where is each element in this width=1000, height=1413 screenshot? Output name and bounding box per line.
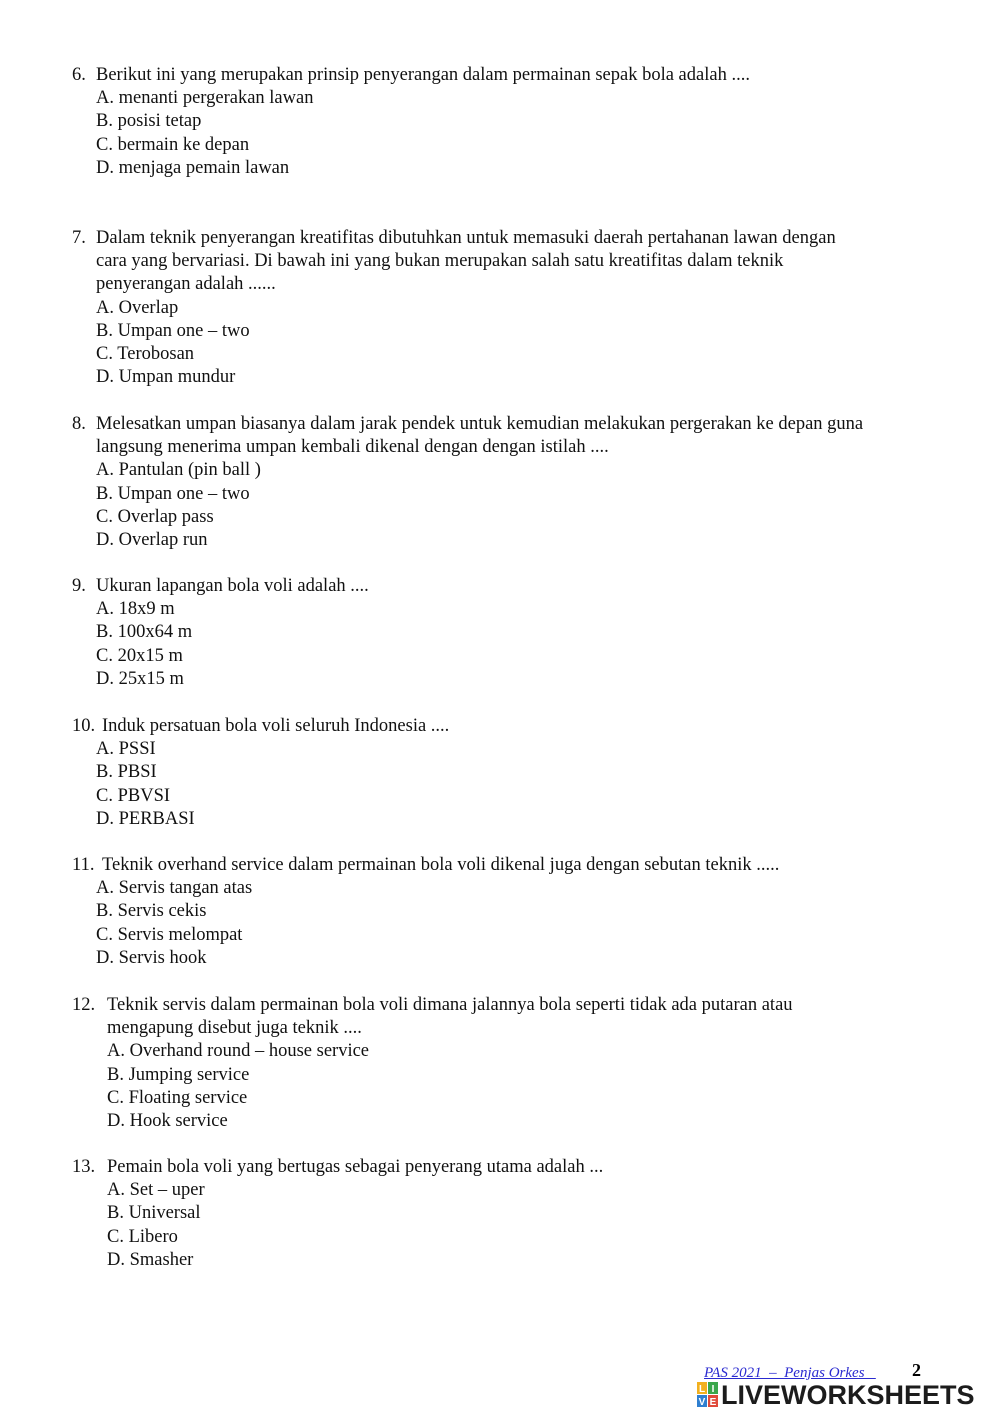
question-8	[72, 413, 942, 552]
question-9	[72, 575, 942, 691]
svg-text:E: E	[709, 1397, 717, 1408]
option-c: C. Floating service	[107, 1087, 248, 1108]
question-number: 12.	[72, 995, 96, 1015]
question-text: Dalam teknik penyerangan kreatifitas dibutuhkan untuk memasuki daerah pertahanan lawan dengan	[96, 228, 836, 248]
option-b: B. Umpan one – two	[96, 320, 250, 341]
page-number: 2	[912, 1360, 921, 1380]
question-number: 11.	[72, 855, 95, 875]
option-b: B. Jumping service	[107, 1064, 250, 1085]
brand-name: LIVEWORKSHEETS	[721, 1380, 975, 1410]
option-d: D. PERBASI	[96, 808, 195, 829]
question-number: 8.	[72, 414, 86, 434]
option-d: D. Overlap run	[96, 530, 208, 551]
option-d: D. menjaga pemain lawan	[96, 157, 290, 178]
option-b: B. Universal	[107, 1203, 201, 1224]
liveworksheets-logo-icon	[697, 1382, 719, 1408]
option-a: A. Servis tangan atas	[96, 878, 253, 899]
option-a: A. Set – uper	[107, 1180, 205, 1201]
option-c: C. Overlap pass	[96, 506, 214, 527]
option-c: C. PBVSI	[96, 785, 171, 806]
question-number: 9.	[72, 576, 86, 596]
question-text: Teknik overhand service dalam permainan bola voli dikenal juga dengan sebutan teknik .....	[102, 855, 780, 875]
question-number: 6.	[72, 65, 86, 85]
option-a: A. PSSI	[96, 739, 156, 760]
option-a: A. menanti pergerakan lawan	[96, 88, 314, 109]
question-text: Pemain bola voli yang bertugas sebagai penyerang utama adalah ...	[107, 1157, 604, 1177]
option-a: A. Overhand round – house service	[107, 1041, 370, 1062]
option-b: B. 100x64 m	[96, 622, 193, 643]
option-d: D. Umpan mundur	[96, 367, 236, 388]
option-c: C. bermain ke depan	[96, 134, 250, 155]
option-a: A. Pantulan (pin ball )	[96, 460, 261, 481]
option-a: A. 18x9 m	[96, 599, 175, 620]
option-c: C. Servis melompat	[96, 924, 243, 945]
question-text: penyerangan adalah ......	[96, 274, 276, 295]
option-b: B. PBSI	[96, 762, 157, 783]
option-b: B. posisi tetap	[96, 111, 202, 132]
question-text: Teknik servis dalam permainan bola voli dimana jalannya bola seperti tidak ada putaran atau	[107, 995, 793, 1015]
question-text: Induk persatuan bola voli seluruh Indonesia ....	[102, 716, 450, 736]
option-b: B. Umpan one – two	[96, 483, 250, 504]
option-b: B. Servis cekis	[96, 901, 207, 922]
question-11	[72, 854, 942, 970]
option-d: D. 25x15 m	[96, 668, 184, 689]
svg-text:L: L	[698, 1384, 706, 1395]
liveworksheets-brand[interactable]	[697, 1380, 975, 1410]
question-text: mengapung disebut juga teknik ....	[107, 1018, 362, 1039]
option-d: D. Smasher	[107, 1249, 194, 1270]
question-number: 7.	[72, 228, 86, 248]
question-text: langsung menerima umpan kembali dikenal dengan dengan istilah ....	[96, 437, 609, 458]
svg-text:I: I	[711, 1384, 715, 1395]
footer-label: PAS 2021 – Penjas Orkes	[704, 1365, 876, 1381]
question-number: 13.	[72, 1157, 96, 1177]
question-10	[72, 715, 942, 831]
option-d: D. Hook service	[107, 1111, 228, 1132]
svg-text:V: V	[698, 1397, 706, 1408]
option-d: D. Servis hook	[96, 947, 207, 968]
question-12	[72, 994, 942, 1133]
option-c: C. Libero	[107, 1226, 178, 1247]
question-text: Melesatkan umpan biasanya dalam jarak pendek untuk kemudian melakukan pergerakan ke depan guna	[96, 414, 864, 434]
option-c: C. 20x15 m	[96, 645, 183, 666]
question-7	[72, 227, 942, 389]
question-text: Ukuran lapangan bola voli adalah ....	[96, 576, 369, 596]
question-text: Berikut ini yang merupakan prinsip penyerangan dalam permainan sepak bola adalah ....	[96, 65, 750, 85]
option-a: A. Overlap	[96, 297, 179, 318]
question-text: cara yang bervariasi. Di bawah ini yang bukan merupakan salah satu kreatifitas dalam teknik	[96, 251, 784, 272]
question-13	[72, 1156, 942, 1272]
question-6	[72, 64, 942, 180]
question-number: 10.	[72, 716, 96, 736]
option-c: C. Terobosan	[96, 344, 195, 365]
